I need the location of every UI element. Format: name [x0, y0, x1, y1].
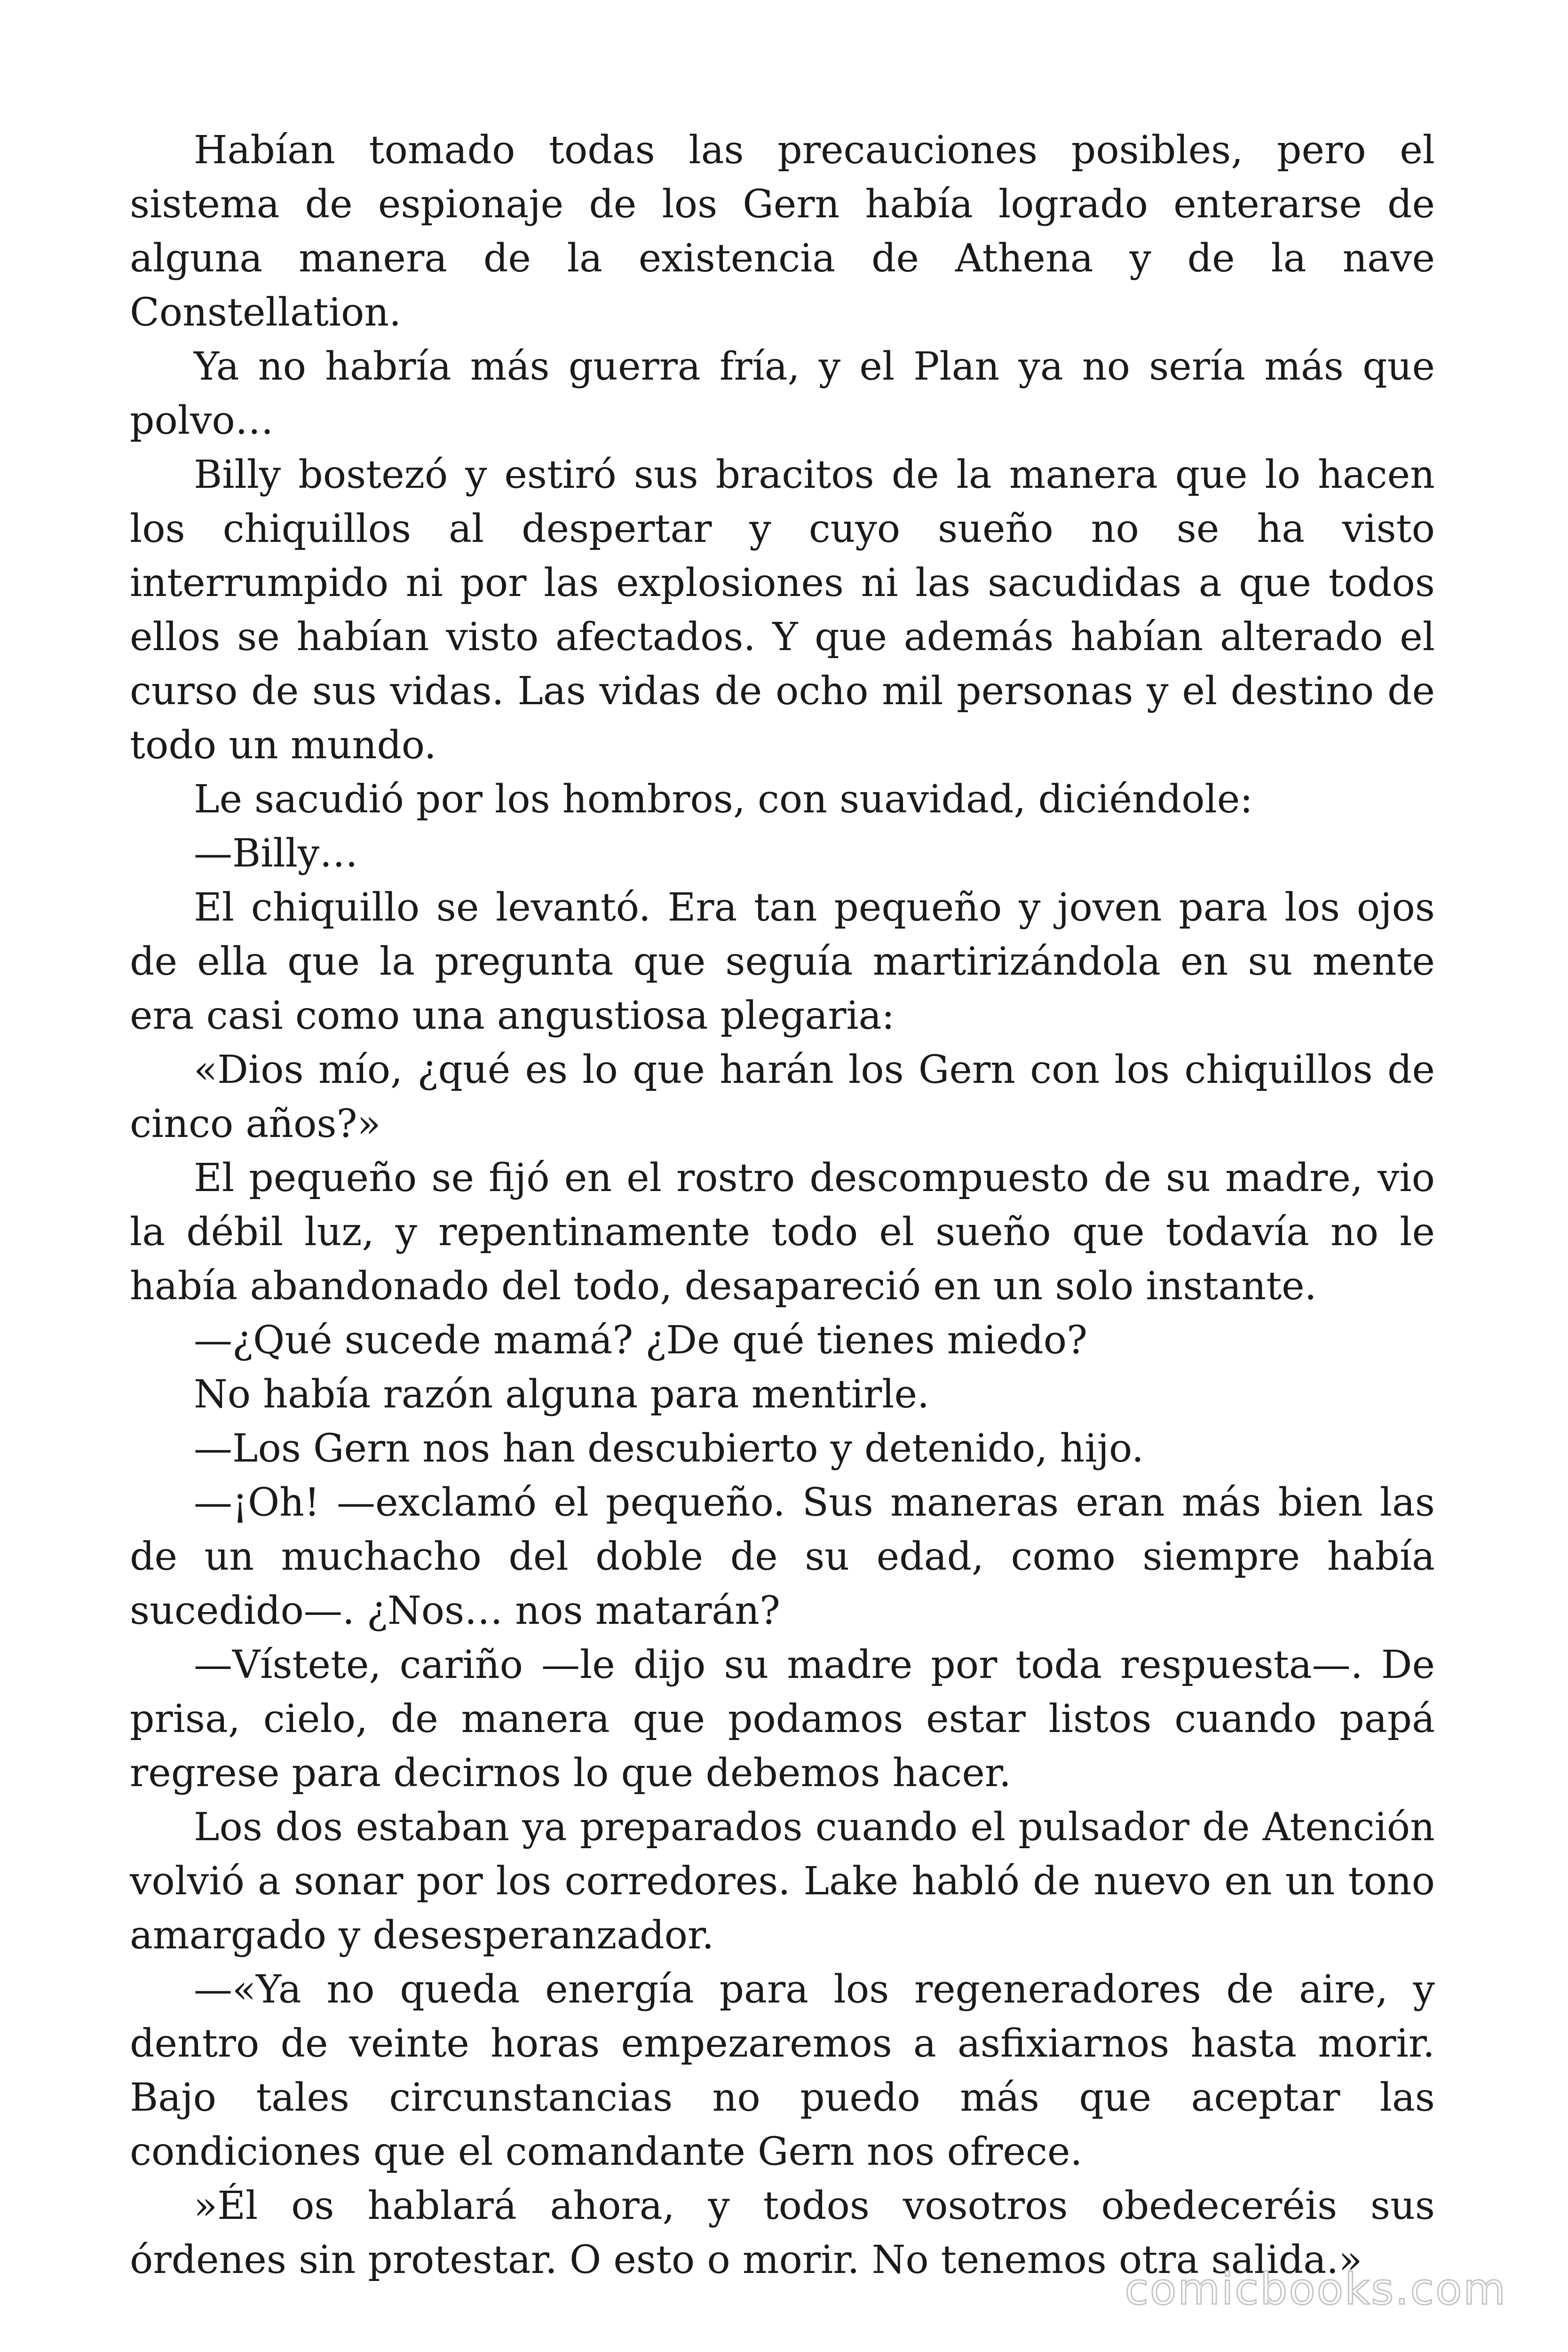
paragraph: »Él os hablará ahora, y todos vosotros obedeceréis sus órdenes sin protestar. O esto o morir. No tenemos otra salida.»	[130, 2184, 1435, 2282]
paragraph: Billy bostezó y estiró sus bracitos de la manera que lo hacen los chiquillos al despertar y cuyo sueño no se ha visto interrumpido ni por las explosiones ni las sacudidas a que todos ellos se habían visto afectados. Y que además habían alterado el curso de sus vidas. Las vidas de ocho mil personas y el destino de todo un mundo.	[130, 453, 1435, 768]
paragraph: No había razón alguna para mentirle.	[194, 1372, 930, 1417]
paragraph: —¡Oh! —exclamó el pequeño. Sus maneras eran más bien las de un muchacho del doble de su edad, como siempre había sucedido—. ¿Nos… nos matarán?	[130, 1480, 1435, 1633]
paragraph: Ya no habría más guerra fría, y el Plan ya no sería más que polvo…	[130, 344, 1435, 443]
paragraph: Le sacudió por los hombros, con suavidad, diciéndole:	[194, 777, 1253, 822]
paragraph: —¿Qué sucede mamá? ¿De qué tienes miedo?	[194, 1318, 1088, 1363]
paragraph: —«Ya no queda energía para los regeneradores de aire, y dentro de veinte horas empezaremos a asfixiarnos hasta morir. Bajo tales circunstancias no puedo más que aceptar las condiciones que el comandante Gern nos ofrece.	[130, 1967, 1435, 2174]
paragraph: «Dios mío, ¿qué es lo que harán los Gern con los chiquillos de cinco años?»	[130, 1048, 1435, 1146]
paragraph: El pequeño se fijó en el rostro descompuesto de su madre, vio la débil luz, y repentinamente todo el sueño que todavía no le había abandonado del todo, desapareció en un solo instante.	[130, 1156, 1435, 1309]
paragraph: —Vístete, cariño —le dijo su madre por toda respuesta—. De prisa, cielo, de manera que podamos estar listos cuando papá regrese para decirnos lo que debemos hacer.	[130, 1643, 1435, 1796]
paragraph: —Los Gern nos han descubierto y detenido, hijo.	[194, 1426, 1144, 1471]
paragraph: —Billy…	[194, 831, 358, 876]
paragraph: Los dos estaban ya preparados cuando el pulsador de Atención volvió a sonar por los corredores. Lake habló de nuevo en un tono amargado y desesperanzador.	[130, 1805, 1435, 1958]
watermark: comicbooks.com	[1125, 2264, 1507, 2314]
paragraph: El chiquillo se levantó. Era tan pequeño y joven para los ojos de ella que la pregunta que seguía martirizándola en su mente era casi como una angustiosa plegaria:	[130, 885, 1435, 1038]
page-body-text	[130, 123, 1435, 2287]
paragraph: Habían tomado todas las precauciones posibles, pero el sistema de espionaje de los Gern había logrado enterarse de alguna manera de la existencia de Athena y de la nave Constellation.	[130, 128, 1435, 335]
